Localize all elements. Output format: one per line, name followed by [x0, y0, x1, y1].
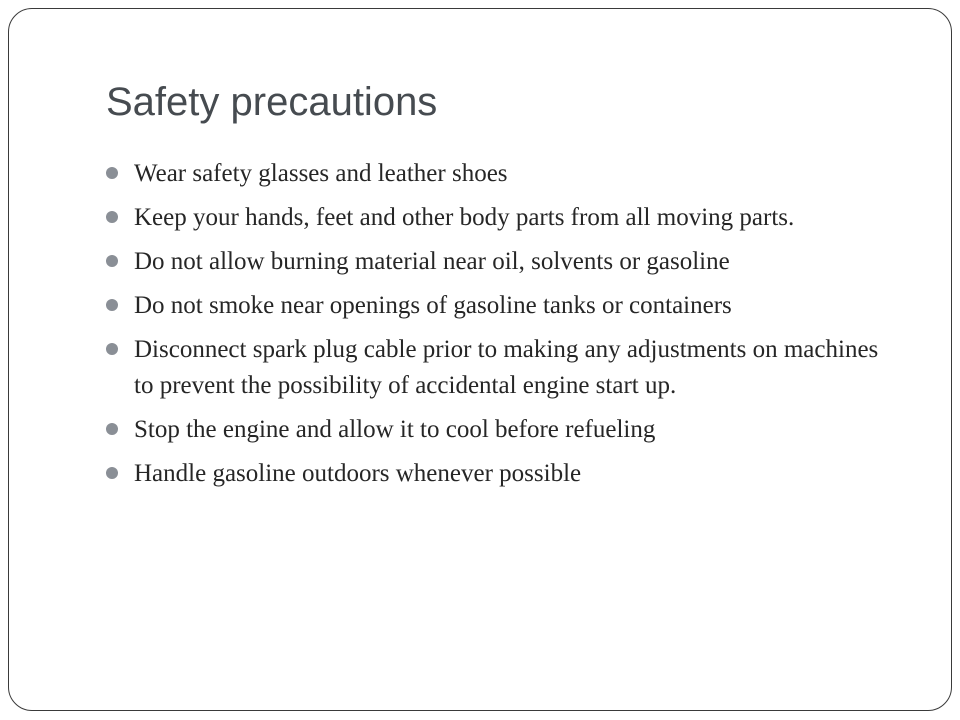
bullet-text: Do not allow burning material near oil, solvents or gasoline: [134, 248, 730, 275]
bullet-dot-icon: [106, 299, 118, 311]
bullet-dot-icon: [106, 167, 118, 179]
bullet-dot-icon: [106, 343, 118, 355]
bullet-item: [106, 412, 896, 448]
bullet-dot-icon: [106, 255, 118, 267]
bullet-list: [106, 156, 896, 500]
bullet-dot-icon: [106, 211, 118, 223]
bullet-text: Stop the engine and allow it to cool before refueling: [134, 416, 656, 443]
bullet-text: Do not smoke near openings of gasoline tanks or containers: [134, 292, 732, 319]
bullet-item: [106, 200, 896, 236]
bullet-item: [106, 332, 896, 404]
bullet-item: [106, 156, 896, 192]
bullet-text: Keep your hands, feet and other body parts from all moving parts.: [134, 204, 795, 231]
bullet-text: Disconnect spark plug cable prior to making any adjustments on machines to prevent the possibility of accidental engine start up.: [134, 336, 879, 399]
bullet-text: Wear safety glasses and leather shoes: [134, 160, 508, 187]
bullet-dot-icon: [106, 467, 118, 479]
bullet-item: [106, 456, 896, 492]
bullet-item: [106, 244, 896, 280]
bullet-item: [106, 288, 896, 324]
bullet-text: Handle gasoline outdoors whenever possible: [134, 460, 582, 487]
bullet-dot-icon: [106, 423, 118, 435]
slide-title: Safety precautions: [106, 80, 438, 124]
